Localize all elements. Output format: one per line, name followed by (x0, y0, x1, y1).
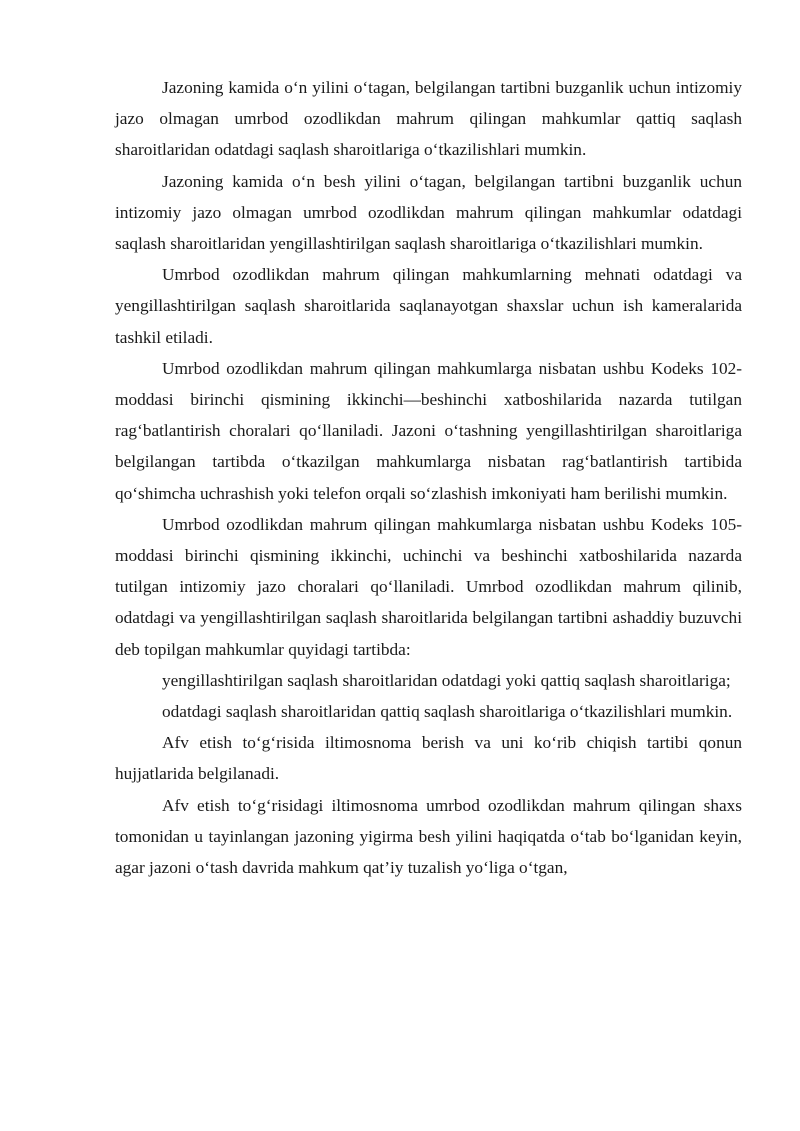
document-page (115, 72, 742, 883)
paragraph-6: Afv etish to‘g‘risida iltimosnoma berish va uni ko‘rib chiqish tartibi qonun hujjatlarida belgilanadi. (115, 733, 742, 784)
list-item-1: yengillashtirilgan saqlash sharoitlaridan odatdagi yoki qattiq saqlash sharoitlariga; (162, 670, 731, 690)
paragraph-2: Jazoning kamida o‘n besh yilini o‘tagan, belgilangan tartibni buzganlik uchun intizomiy jazo olmagan umrbod ozodlikdan mahrum qilingan mahkumlar odatdagi saqlash sharoitlaridan yengillashtirilgan saqlash sharoitlariga o‘tkazilishlari mumkin. (115, 171, 742, 254)
paragraph-4: Umrbod ozodlikdan mahrum qilingan mahkumlarga nisbatan ushbu Kodeks 102-moddasi birinchi qismining ikkinchi—beshinchi xatboshilarida nazarda tutilgan rag‘batlantirish choralari qo‘llaniladi. Jazoni o‘tashning yengillashtirilgan sharoitlariga belgilangan tartibda o‘tkazilgan mahkumlarga nisbatan rag‘batlantirish tartibida qo‘shimcha uchrashish yoki telefon orqali so‘zlashish imkoniyati ham berilishi mumkin. (115, 358, 742, 503)
paragraph-5: Umrbod ozodlikdan mahrum qilingan mahkumlarga nisbatan ushbu Kodeks 105-moddasi birinchi qismining ikkinchi, uchinchi va beshinchi xatboshilarida nazarda tutilgan intizomiy jazo choralari qo‘llaniladi. Umrbod ozodlikdan mahrum qilinib, odatdagi va yengillashtirilgan saqlash sharoitlarida belgilangan tartibni ashaddiy buzuvchi deb topilgan mahkumlar quyidagi tartibda: (115, 514, 742, 659)
list-item-2: odatdagi saqlash sharoitlaridan qattiq saqlash sharoitlariga o‘tkazilishlari mumkin. (162, 702, 733, 722)
paragraph-1: Jazoning kamida o‘n yilini o‘tagan, belgilangan tartibni buzganlik uchun intizomiy jazo olmagan umrbod ozodlikdan mahrum qilingan mahkumlar qattiq saqlash sharoitlaridan odatdagi saqlash sharoitlariga o‘tkazilishlari mumkin. (115, 78, 742, 160)
paragraph-3: Umrbod ozodlikdan mahrum qilingan mahkumlarning mehnati odatdagi va yengillashtirilgan saqlash sharoitlarida saqlanayotgan shaxslar uchun ish kameralarida tashkil etiladi. (115, 265, 742, 347)
paragraph-7: Afv etish to‘g‘risidagi iltimosnoma umrbod ozodlikdan mahrum qilingan shaxs tomonidan u tayinlangan jazoning yigirma besh yilini haqiqatda o‘tab bo‘lganidan keyin, agar jazoni o‘tash davrida mahkum qat’iy tuzalish yo‘liga o‘tgan, (115, 795, 742, 878)
